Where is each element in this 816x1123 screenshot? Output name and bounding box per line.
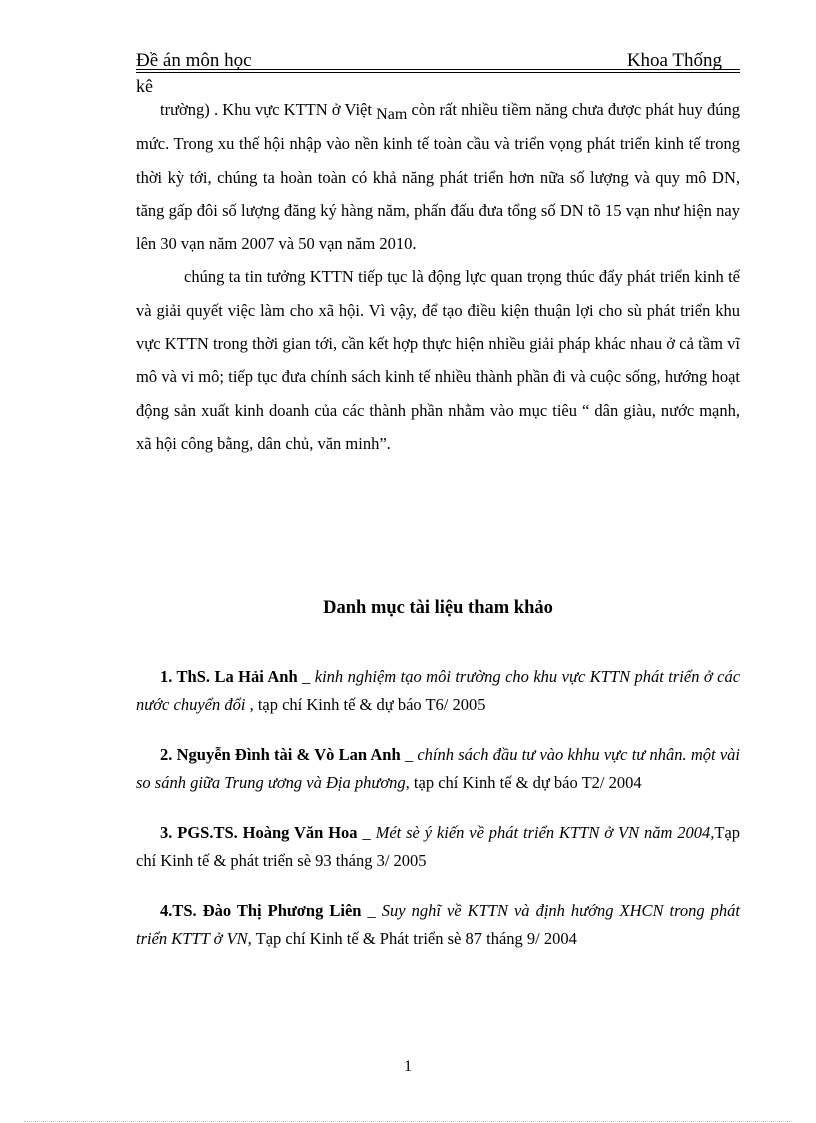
reference-source: , Tạp chí Kinh tế & Phát triển sè 87 tháng 9/ 2004	[247, 929, 577, 948]
reference-source: , tạp chí Kinh tế & dự báo T2/ 2004	[405, 773, 642, 792]
reference-author: Nguyễn Đình tài & Vò Lan Anh	[176, 745, 401, 764]
reference-author: TS. Đào Thị Phương Liên	[172, 901, 362, 920]
reference-separator: _	[357, 823, 376, 842]
reference-item	[136, 897, 740, 953]
references-list	[136, 663, 740, 975]
reference-number: 1.	[160, 667, 177, 686]
reference-title: chính sách đầu tư vào khhu vực tư nhân. một vài so sánh giữa Trung ương và Địa phương	[136, 745, 740, 792]
reference-separator: _	[361, 901, 382, 920]
paragraph-1-start: trường) . Khu vực KTTN ở Việt	[160, 100, 377, 119]
reference-item	[136, 741, 740, 797]
reference-author: PGS.TS. Hoàng Văn Hoa	[177, 823, 358, 842]
reference-separator: _	[297, 667, 315, 686]
reference-source: Tạp chí Kinh tế & phát triển sè 93 tháng 3/ 2005	[136, 823, 741, 870]
reference-title: Suy nghĩ về KTTN và định hướng XHCN trong phát triển KTTT ở VN	[136, 901, 741, 948]
paragraph-2: chúng ta tin tưởng KTTN tiếp tục là động lực quan trọng thúc đẩy phát triển kinh tế và giải quyết việc làm cho xã hội. Vì vậy, để tạo điều kiện thuận lợi cho sù phát triển khu vực KTTN trong thời gian tới, cần kết hợp thực hiện nhiều giải pháp khác nhau ở cả tầm vĩ mô và vi mô; tiếp tục đưa chính sách kinh tế nhiều thành phần đi và cuộc sống, hướng hoạt động sản xuất kinh doanh của các thành phần nhằm vào mục tiêu “ dân giàu, nước mạnh, xã hội công bằng, dân chủ, văn minh”.	[136, 267, 740, 453]
page-bottom-edge	[24, 1121, 792, 1122]
reference-separator: _	[400, 745, 418, 764]
paragraph-1-nam: Nam	[376, 106, 408, 123]
reference-author: ThS. La Hải Anh	[176, 667, 298, 686]
header-faculty-wrap: kê	[136, 76, 153, 96]
reference-number: 2.	[160, 745, 177, 764]
reference-title: Mét sè ý kiến về phát triển KTTN ở VN năm 2004,	[375, 823, 715, 842]
reference-source: , tạp chí Kinh tế & dự báo T6/ 2005	[245, 695, 486, 714]
page-header	[136, 50, 740, 74]
paragraph-1-rest: còn rất nhiều tiềm năng chưa được phát huy đúng mức. Trong xu thế hội nhập vào nền kinh tế toàn cầu và triển vọng phát triển kinh tế trong thời kỳ tới, chúng ta hoàn toàn có khả năng phát triển hơn nữa số lượng và quy mô DN, tăng gấp đôi số lượng đăng ký hàng năm, phấn đấu đưa tổng số DN tõ 15 vạn như hiện nay lên 30 vạn năm 2007 và 50 vạn năm 2010.	[136, 100, 740, 254]
reference-title: kinh nghiệm tạo môi trường cho khu vực KTTN phát triển ở các nước chuyển đổi	[136, 667, 741, 714]
page-number: 1	[404, 1058, 412, 1075]
body-text	[136, 93, 740, 460]
reference-item	[136, 819, 740, 875]
reference-number: 4.	[160, 901, 173, 920]
header-rule-top	[136, 69, 740, 70]
header-course-title: Đề án môn học	[136, 50, 252, 71]
paragraph-1	[136, 93, 740, 260]
header-faculty: Khoa Thống	[626, 50, 722, 71]
header-rule-bottom	[136, 72, 740, 73]
reference-item	[136, 663, 740, 719]
reference-number: 3.	[160, 823, 178, 842]
references-heading: Danh mục tài liệu tham khảo	[323, 598, 553, 618]
